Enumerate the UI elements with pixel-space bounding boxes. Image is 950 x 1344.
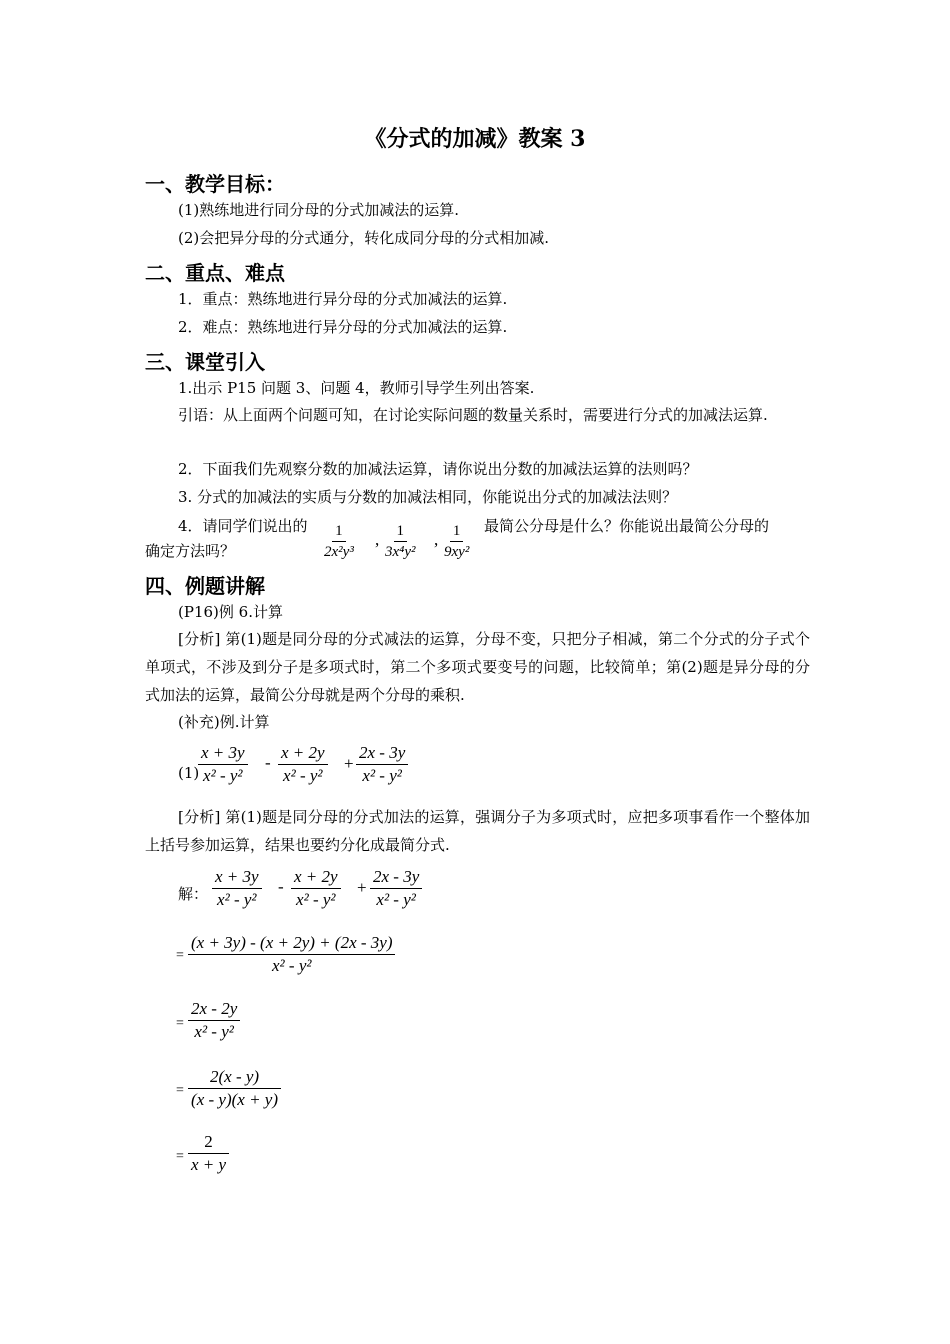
objective-line-2: (2)会把异分母的分式通分，转化成同分母的分式相加减. [178, 229, 550, 247]
step-4-numerator: 2 [188, 1131, 229, 1154]
solution-fraction-3-denominator: x² - y² [376, 890, 416, 909]
fraction-1-numerator: 1 [332, 521, 346, 542]
keypoint-line-2: 2．难点：熟练地进行异分母的分式加减法的运算. [178, 318, 508, 336]
solution-fraction-2-denominator: x² - y² [296, 890, 336, 909]
step-3-denominator: (x - y)(x + y) [191, 1090, 279, 1109]
solution-label: 解： [178, 885, 209, 903]
minus-sign: - [265, 753, 271, 772]
example-fraction-1-numerator: x + 3y [198, 742, 248, 765]
example-title: (P16)例 6.计算 [178, 603, 283, 621]
fraction-2-numerator: 1 [394, 521, 408, 542]
solution-fraction-3-numerator: 2x - 3y [370, 866, 422, 889]
section-heading-examples: 四、例题讲解 [145, 574, 265, 598]
intro-paragraph: 引语：从上面两个问题可知，在讨论实际问题的数量关系时，需要进行分式的加减法运算. [178, 406, 768, 424]
intro-line-5b: 最简公分母是什么？你能说出最简公分母的 [484, 517, 770, 535]
solution-fraction-2 [291, 866, 341, 911]
step-2-denominator: x² - y² [194, 1022, 234, 1041]
analysis-paragraph-2: [分析] 第(1)题是同分母的分式加法的运算，强调分子为多项式时，应把多项事看作一个整体加上括号参加运算，结果也要约分化成最简分式. [145, 808, 810, 854]
example-fraction-2-denominator: x² - y² [283, 766, 323, 785]
equals-sign-2: = [176, 1016, 184, 1031]
step-3-numerator: 2(x - y) [188, 1066, 281, 1089]
example-fraction-3 [356, 742, 408, 787]
example-fraction-1-denominator: x² - y² [203, 766, 243, 785]
example-label: (1) [178, 764, 200, 782]
equals-sign-4: = [176, 1149, 184, 1164]
fraction-3-numerator: 1 [450, 521, 464, 542]
plus-sign: + [344, 754, 354, 773]
supplement-title: (补充)例.计算 [178, 713, 270, 731]
example-fraction-1 [198, 742, 248, 787]
equals-sign-3: = [176, 1083, 184, 1098]
solution-fraction-1-numerator: x + 3y [212, 866, 262, 889]
step-1-numerator: (x + 3y) - (x + 2y) + (2x - 3y) [188, 932, 395, 955]
objective-line-1: (1)熟练地进行同分母的分式加减法的运算. [178, 201, 460, 219]
solution-fraction-1-denominator: x² - y² [217, 890, 257, 909]
analysis-paragraph-1: [分析] 第(1)题是同分母的分式减法的运算，分母不变，只把分子相减，第二个分式的分子式个单项式，不涉及到分子是多项式时，第二个多项式要变号的问题，比较简单；第(2)题是异分母的分式加法的运算，最简公分母就是两个分母的乘积. [145, 630, 810, 704]
example-fraction-2-numerator: x + 2y [278, 742, 328, 765]
page-title: 《分式的加减》教案 3 [364, 126, 586, 152]
intro-line-4: 3. 分式的加减法的实质与分数的加减法相同，你能说出分式的加减法法则？ [178, 488, 678, 506]
solution-fraction-2-numerator: x + 2y [291, 866, 341, 889]
solution-fraction-1 [212, 866, 262, 911]
step-4-fraction [188, 1131, 229, 1176]
section-heading-keypoints: 二、重点、难点 [145, 261, 285, 285]
step-1-denominator: x² - y² [272, 956, 312, 975]
example-fraction-3-denominator: x² - y² [362, 766, 402, 785]
fraction-1-denominator: 2x²y³ [324, 544, 354, 560]
intro-line-5a: 4．请同学们说出的 [178, 517, 308, 535]
section-heading-objectives: 一、教学目标： [145, 172, 285, 196]
step-3-fraction [188, 1066, 281, 1111]
step-2-numerator: 2x - 2y [188, 998, 240, 1021]
fraction-2-denominator: 3x⁴y² [385, 544, 416, 560]
step-1-fraction [188, 932, 395, 977]
fraction-1 [321, 521, 357, 562]
comma-2: , [434, 530, 439, 549]
solution-plus-sign: + [357, 878, 367, 897]
fraction-3-denominator: 9xy² [444, 544, 470, 560]
section-heading-intro: 三、课堂引入 [145, 350, 265, 374]
solution-minus-sign: - [278, 877, 284, 896]
intro-line-3: 2．下面我们先观察分数的加减法运算，请你说出分数的加减法运算的法则吗？ [178, 460, 698, 478]
example-fraction-3-numerator: 2x - 3y [356, 742, 408, 765]
equals-sign-1: = [176, 948, 184, 963]
fraction-2 [382, 521, 419, 562]
fraction-3 [441, 521, 472, 562]
intro-line-5c: 确定方法吗？ [145, 542, 236, 560]
solution-fraction-3 [370, 866, 422, 911]
step-4-denominator: x + y [191, 1155, 227, 1174]
step-2-fraction [188, 998, 240, 1043]
intro-line-1: 1.出示 P15 问题 3、问题 4，教师引导学生列出答案. [178, 379, 535, 397]
example-fraction-2 [278, 742, 328, 787]
keypoint-line-1: 1．重点：熟练地进行异分母的分式加减法的运算. [178, 290, 508, 308]
comma-1: , [375, 530, 380, 549]
